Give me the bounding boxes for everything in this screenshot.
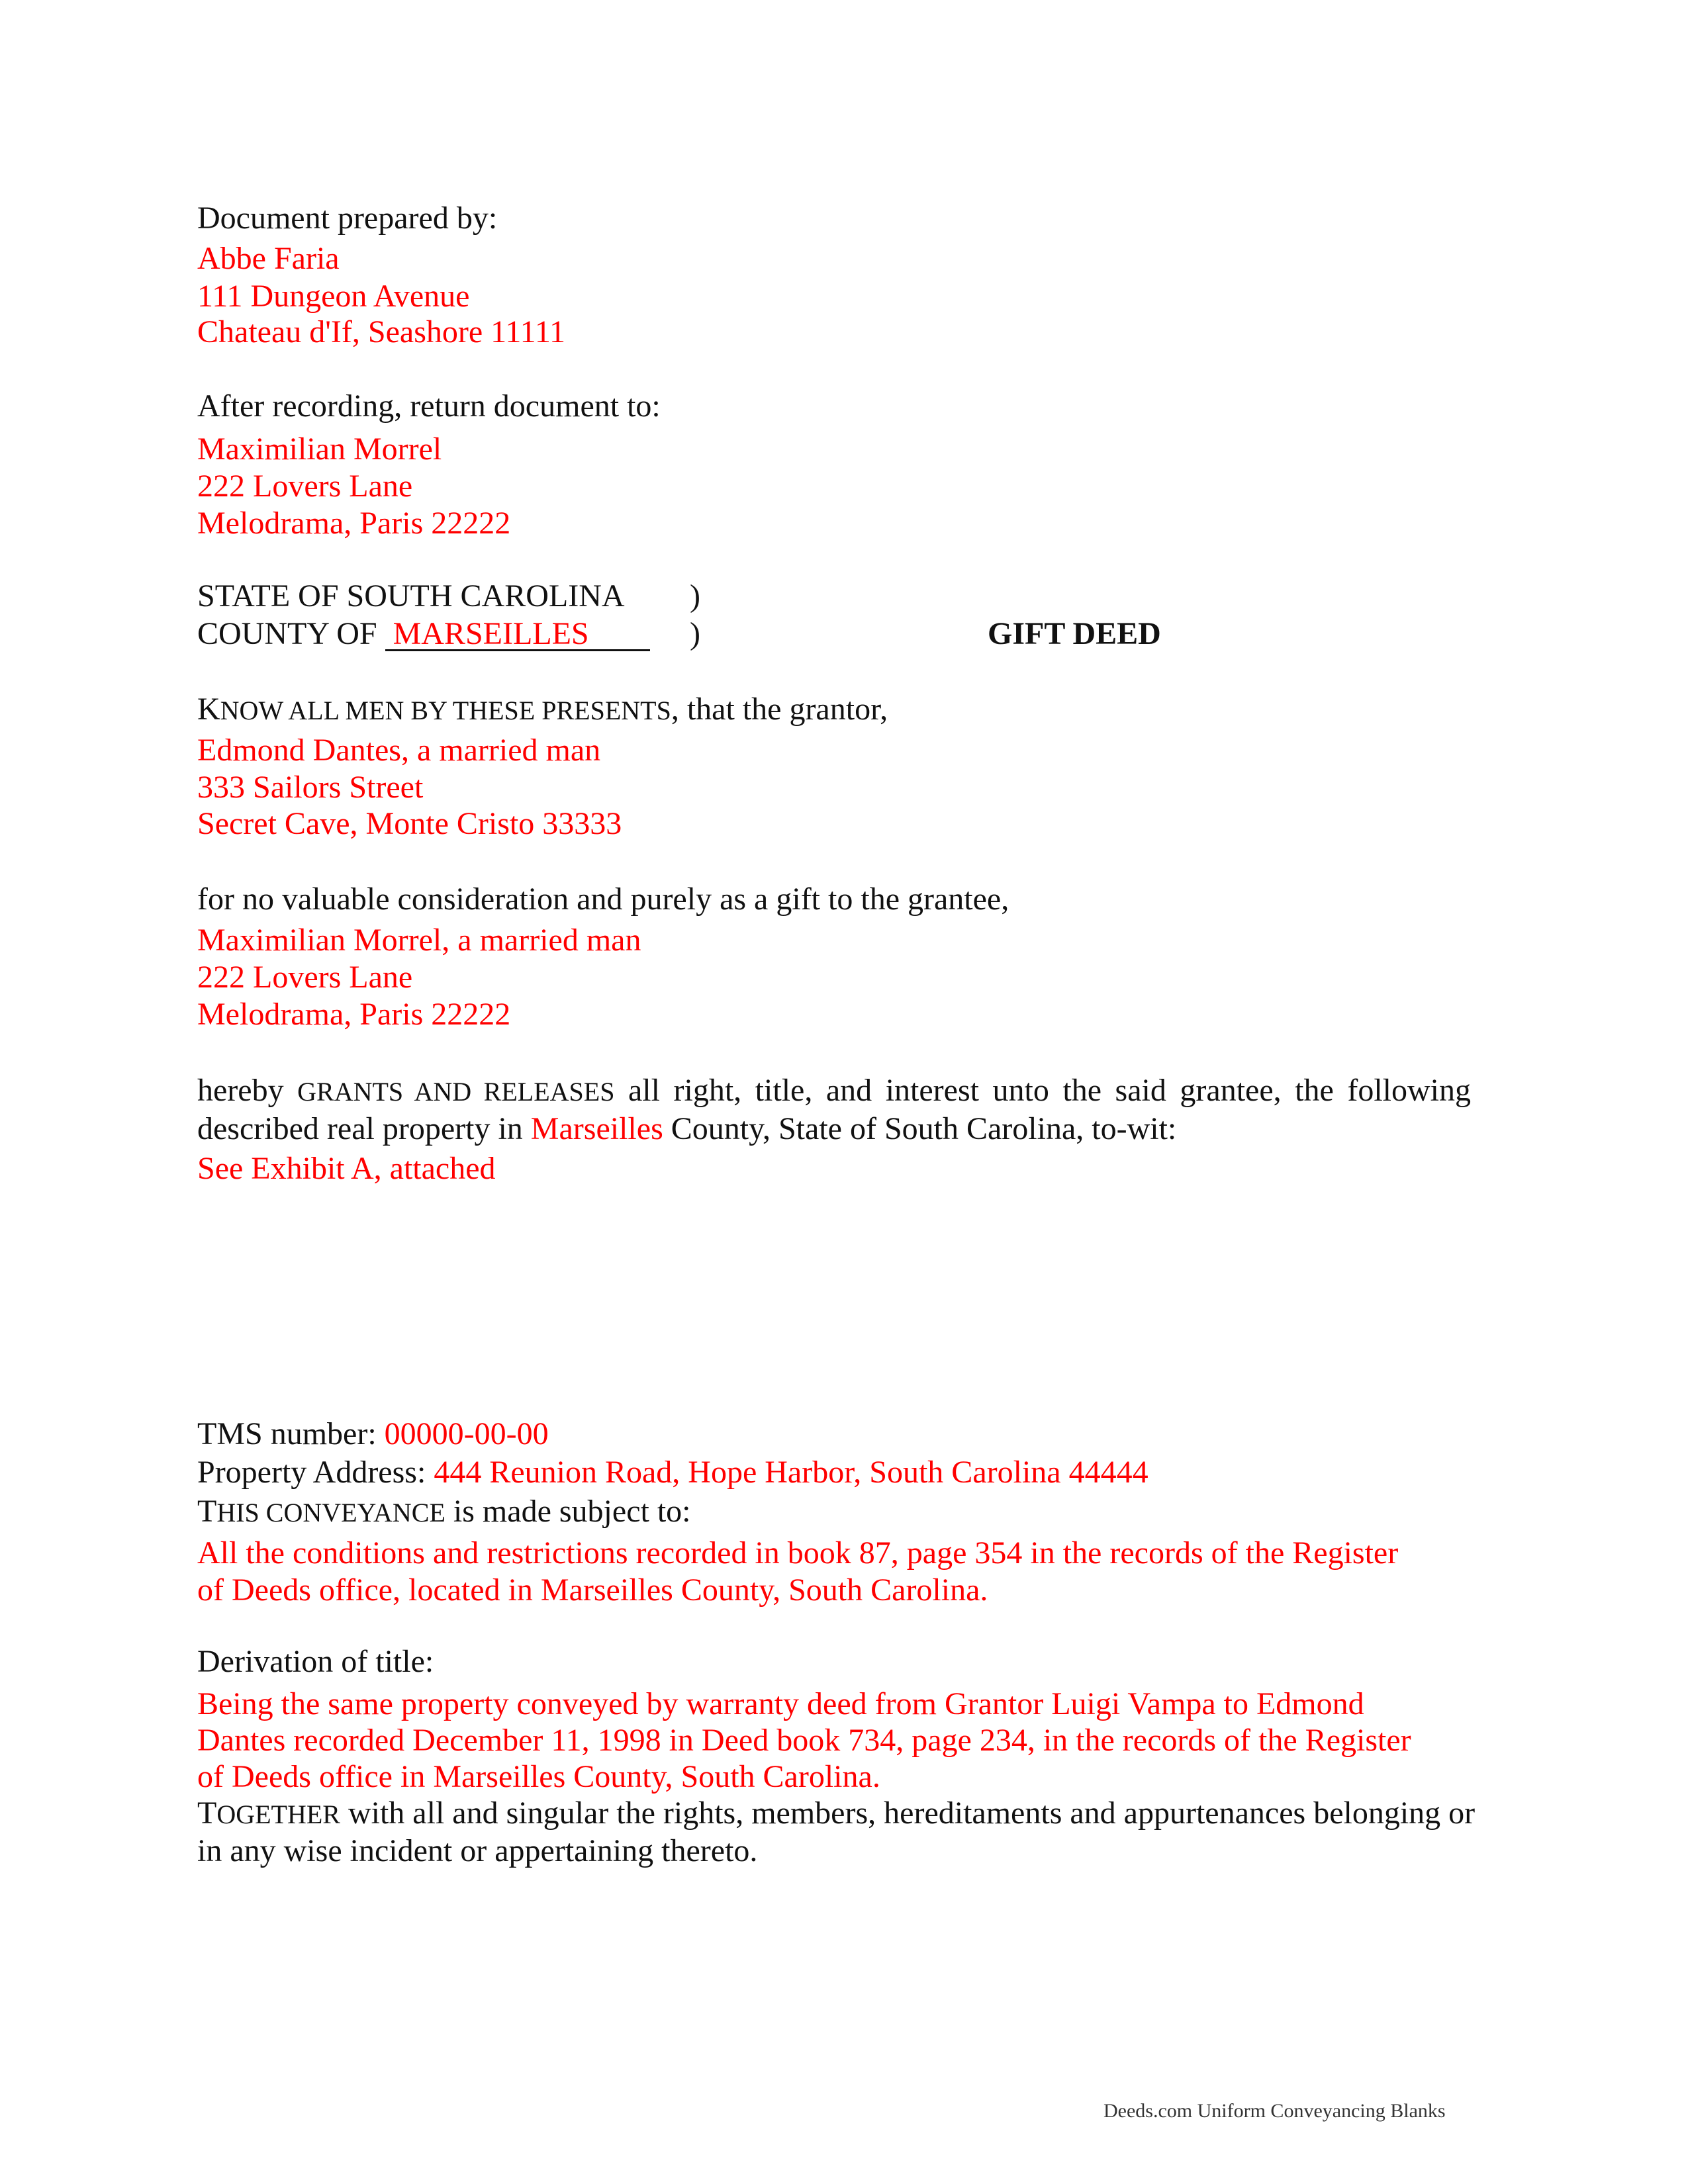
together-line1: [197, 1794, 1475, 1834]
property-address-label: Property Address:: [197, 1455, 426, 1490]
grantor-intro-smallcaps: NOW ALL MEN BY THESE PRESENTS: [220, 696, 671, 725]
together-smallcaps: OGETHER: [216, 1799, 340, 1829]
derivation-line2: Dantes recorded December 11, 1998 in Deed book 734, page 234, in the records of the Register: [197, 1723, 1411, 1758]
grant-clause-line2: [197, 1110, 1176, 1148]
return-to-label: After recording, return document to:: [197, 388, 661, 424]
grantee-name: Maximilian Morrel, a married man: [197, 923, 641, 958]
county-caption: [197, 615, 650, 653]
caption-paren-2: ): [690, 616, 700, 651]
conveyance-smallcaps: HIS CONVEYANCE: [216, 1498, 445, 1527]
grantor-intro-suffix: , that the grantor,: [671, 692, 888, 727]
return-to-city: Melodrama, Paris 22222: [197, 506, 511, 541]
grantee-street: 222 Lovers Lane: [197, 960, 413, 995]
derivation-label: Derivation of title:: [197, 1644, 434, 1679]
tms-line: [197, 1415, 549, 1453]
together-initial: T: [197, 1796, 217, 1831]
grantor-intro: [197, 690, 888, 730]
together-line2: in any wise incident or appertaining thereto.: [197, 1833, 758, 1868]
restrictions-line1: All the conditions and restrictions recorded in book 87, page 354 in the records of the Register: [197, 1535, 1399, 1570]
grant-county-state: County, State of South Carolina, to-wit:: [671, 1111, 1177, 1146]
conveyance-line: [197, 1492, 691, 1532]
prepared-by-label: Document prepared by:: [197, 201, 498, 236]
property-address-value: 444 Reunion Road, Hope Harbor, South Carolina 44444: [434, 1455, 1149, 1490]
property-address-line: [197, 1453, 1149, 1492]
tms-value: 00000-00-00: [384, 1416, 549, 1451]
county-label: COUNTY OF: [197, 616, 377, 651]
grantee-intro: for no valuable consideration and purely as a gift to the grantee,: [197, 882, 1009, 917]
grant-clause-line1: [197, 1071, 1471, 1111]
prepared-by-name: Abbe Faria: [197, 241, 340, 276]
grant-described: described real property in: [197, 1111, 523, 1146]
grantor-street: 333 Sailors Street: [197, 770, 424, 805]
return-to-name: Maximilian Morrel: [197, 432, 442, 467]
deed-title: GIFT DEED: [988, 616, 1161, 651]
prepared-by-city: Chateau d'If, Seashore 11111: [197, 314, 566, 349]
grant-county: Marseilles: [530, 1111, 663, 1146]
state-caption: STATE OF SOUTH CAROLINA: [197, 578, 625, 614]
prepared-by-street: 111 Dungeon Avenue: [197, 279, 470, 314]
derivation-line3: of Deeds office in Marseilles County, South Carolina.: [197, 1759, 880, 1794]
grantor-name: Edmond Dantes, a married man: [197, 733, 601, 768]
together-suffix: with all and singular the rights, members, hereditaments and appurtenances belonging or: [348, 1796, 1476, 1831]
return-to-street: 222 Lovers Lane: [197, 469, 413, 504]
county-value: MARSEILLES: [385, 619, 650, 651]
footer-credit: Deeds.com Uniform Conveyancing Blanks: [1103, 2100, 1446, 2122]
grant-hereby: hereby: [197, 1073, 284, 1108]
conveyance-suffix: is made subject to:: [453, 1494, 691, 1529]
grant-rest: all right, title, and interest unto the said grantee, the following: [628, 1073, 1471, 1108]
derivation-line1: Being the same property conveyed by warranty deed from Grantor Luigi Vampa to Edmond: [197, 1686, 1364, 1721]
grantee-city: Melodrama, Paris 22222: [197, 997, 511, 1032]
caption-paren-1: ): [690, 578, 700, 614]
restrictions-line2: of Deeds office, located in Marseilles County, South Carolina.: [197, 1572, 988, 1608]
tms-label: TMS number:: [197, 1416, 377, 1451]
conveyance-initial: T: [197, 1494, 217, 1529]
grantor-intro-initial: K: [197, 692, 220, 727]
exhibit-reference: See Exhibit A, attached: [197, 1151, 496, 1186]
grantor-city: Secret Cave, Monte Cristo 33333: [197, 806, 622, 841]
grant-grants-releases: GRANTS AND RELEASES: [297, 1077, 615, 1107]
